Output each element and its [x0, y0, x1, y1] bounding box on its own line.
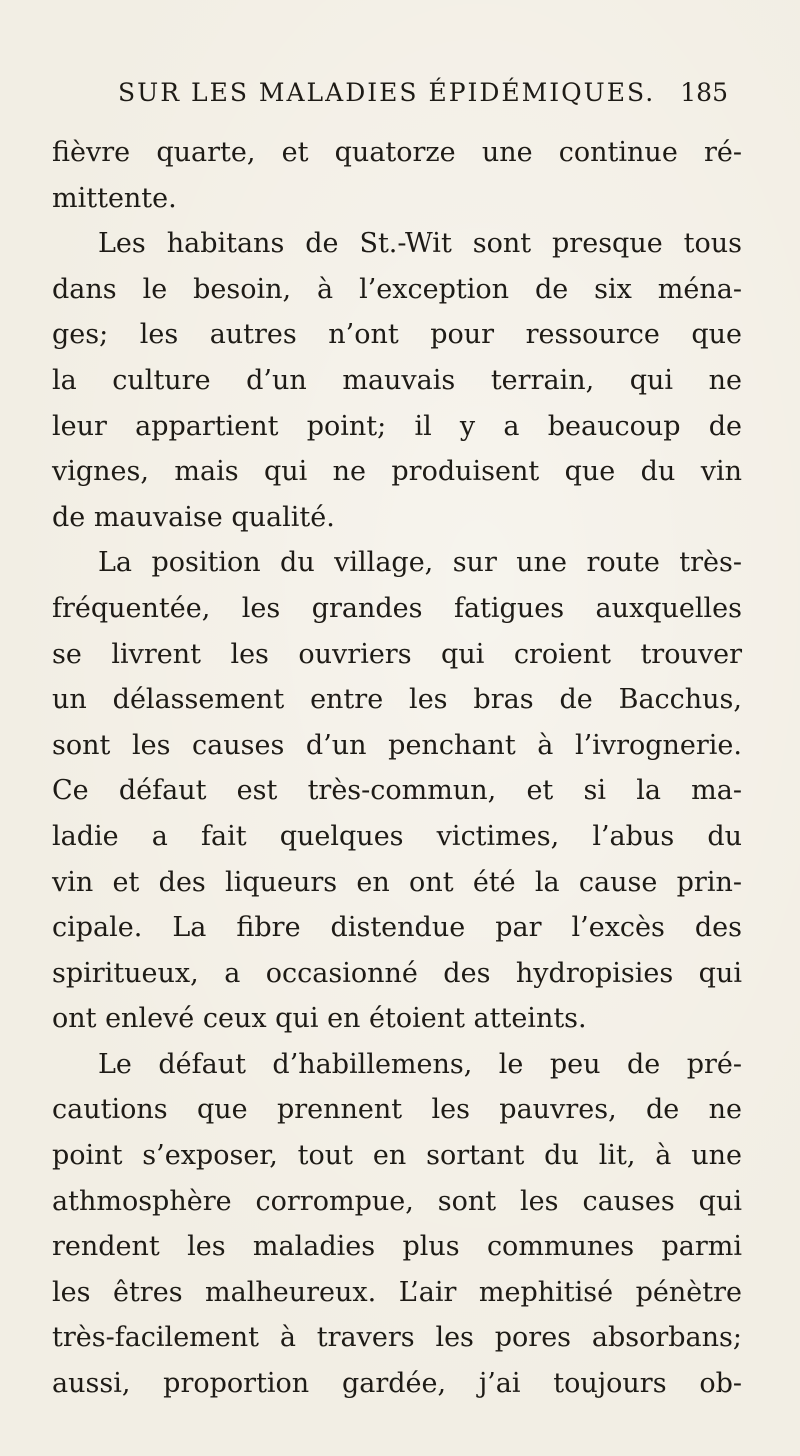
text-line: spiritueux, a occasionné des hydropisies qui: [52, 957, 742, 989]
text-line: les êtres malheureux. L’air mephitisé pénètre: [52, 1276, 742, 1308]
text-line: Les habitans de St.-Wit sont presque tous: [98, 228, 742, 260]
text-line: fièvre quarte, et quatorze une continue ré-: [52, 137, 742, 168]
text-line: leur appartient point; il y a beaucoup de: [52, 410, 742, 442]
text-line: Ce défaut est très-commun, et si la ma-: [52, 775, 742, 807]
text-line: cautions que prennent les pauvres, de ne: [52, 1094, 742, 1126]
text-line: ladie a fait quelques victimes, l’abus du: [52, 820, 742, 852]
text-line: vignes, mais qui ne produisent que du vin: [52, 456, 742, 488]
text-line: vin et des liqueurs en ont été la cause prin-: [52, 866, 742, 898]
text-line: mittente.: [52, 182, 177, 214]
text-line: un délassement entre les bras de Bacchus,: [52, 684, 742, 716]
text-line: point s’exposer, tout en sortant du lit, à une: [52, 1140, 742, 1172]
text-line: rendent les maladies plus communes parmi: [52, 1231, 742, 1263]
text-line: athmosphère corrompue, sont les causes qui: [52, 1185, 742, 1217]
text-line: dans le besoin, à l’exception de six ména-: [52, 273, 742, 305]
text-line: La position du village, sur une route très-: [98, 547, 742, 579]
body-text: [52, 130, 742, 1407]
text-line: se livrent les ouvriers qui croient trouver: [52, 638, 742, 670]
text-line: très-facilement à travers les pores absorbans;: [52, 1322, 742, 1354]
text-line: la culture d’un mauvais terrain, qui ne: [52, 364, 742, 396]
text-line: sont les causes d’un penchant à l’ivrognerie.: [52, 729, 742, 761]
running-head: [118, 78, 728, 118]
text-line: Le défaut d’habillemens, le peu de pré-: [98, 1048, 742, 1080]
running-title: SUR LES MALADIES ÉPIDÉMIQUES.: [118, 78, 656, 107]
page-number: 185: [680, 78, 728, 107]
text-line: aussi, proportion gardée, j’ai toujours ob-: [52, 1368, 742, 1400]
text-line: cipale. La fibre distendue par l’excès des: [52, 912, 742, 944]
text-line: ont enlevé ceux qui en étoient atteints.: [52, 1003, 587, 1035]
text-line: ges; les autres n’ont pour ressource que: [52, 319, 742, 351]
text-line: de mauvaise qualité.: [52, 501, 335, 533]
text-line: fréquentée, les grandes fatigues auxquelles: [52, 592, 742, 624]
